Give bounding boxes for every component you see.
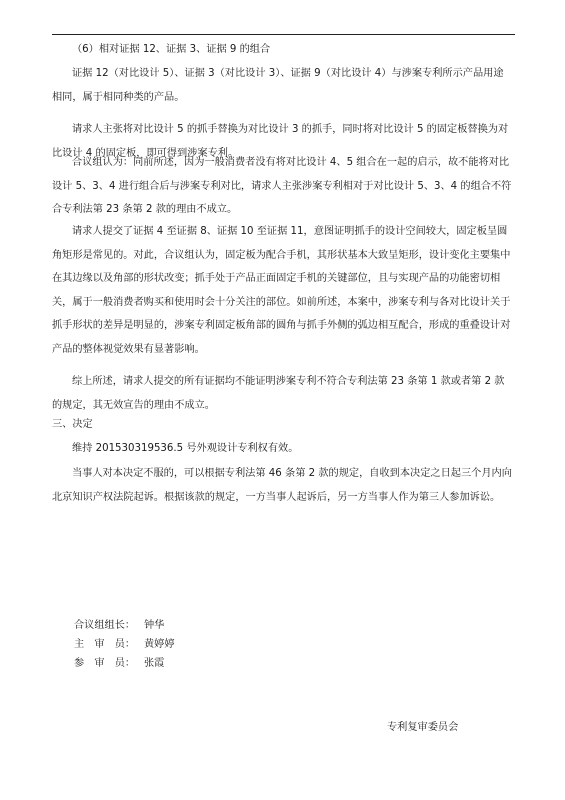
top-rule (52, 34, 515, 35)
signature-row-chief (74, 618, 164, 634)
decision-appeal-notice: 当事人对本决定不服的，可以根据专利法第 46 条第 2 款的规定，自收到本决定之日起三个月内向北京知识产权法院起诉。根据该款的规定，一方当事人起诉后，另一方当事人作为第三人参加诉讼。 (52, 468, 512, 503)
paragraph-requester-claim: 请求人主张将对比设计 5 的抓手替换为对比设计 3 的抓手，同时将对比设计 5 的固定板替换为对比设计 4 的固定板，即可得到涉案专利。 (52, 124, 509, 159)
signature-row-examiner (74, 656, 164, 672)
paragraph-conclusion: 综上所述，请求人提交的所有证据均不能证明涉案专利不符合专利法第 23 条第 1 款或者第 2 款的规定，其无效宣告的理由不成立。 (52, 376, 505, 411)
signature-name: 钟华 (144, 620, 165, 631)
decision-maintain-valid: 维持 201530319536.5 号外观设计专利权有效。 (72, 443, 299, 454)
signature-label: 参 审 员： (74, 658, 136, 669)
paragraph-evidence-same-kind: 证据 12（对比设计 5）、证据 3（对比设计 3）、证据 9（对比设计 4）与涉案专利所示产品用途相同，属于相同种类的产品。 (52, 68, 504, 103)
signature-row-main-examiner (74, 637, 175, 653)
signature-name: 黄婷婷 (144, 639, 175, 650)
paragraph-design-space: 请求人提交了证据 4 至证据 8、证据 10 至证据 11，意图证明抓手的设计空间较大，固定板呈圆角矩形是常见的。对此，合议组认为，固定板为配合手机，其形状基本大致呈矩形，设计变化主要集中在其边缘以及角部的形状改变；抓手处于产品正面固定手机的关键部位，且与实现产品的功能密切相关，属于一般消费者购买和使用时会十分关注的部位。如前所述，本案中，涉案专利与各对比设计关于抓手形状的差异是明显的，涉案专利固定板角部的圆角与抓手外侧的弧边相互配合，形成的重叠设计对产品的整体视觉效果有显著影响。 (52, 226, 511, 355)
section-heading: （6）相对证据 12、证据 3、证据 9 的组合 (72, 44, 271, 55)
decision-heading: 三、决定 (52, 419, 93, 430)
signature-label: 合议组组长： (74, 620, 136, 631)
issuing-organization: 专利复审委员会 (387, 722, 459, 733)
signature-name: 张霞 (144, 658, 165, 669)
signature-label: 主 审 员： (74, 639, 136, 650)
paragraph-panel-opinion: 合议组认为：同前所述，因为一般消费者没有将对比设计 4、5 组合在一起的启示，故不能将对比设计 5、3、4 进行组合后与涉案专利对比，请求人主张涉案专利相对于对比设计 5、3、4 的组合不符合专利法第 23 条第 2 款的理由不成立。 (52, 157, 512, 215)
